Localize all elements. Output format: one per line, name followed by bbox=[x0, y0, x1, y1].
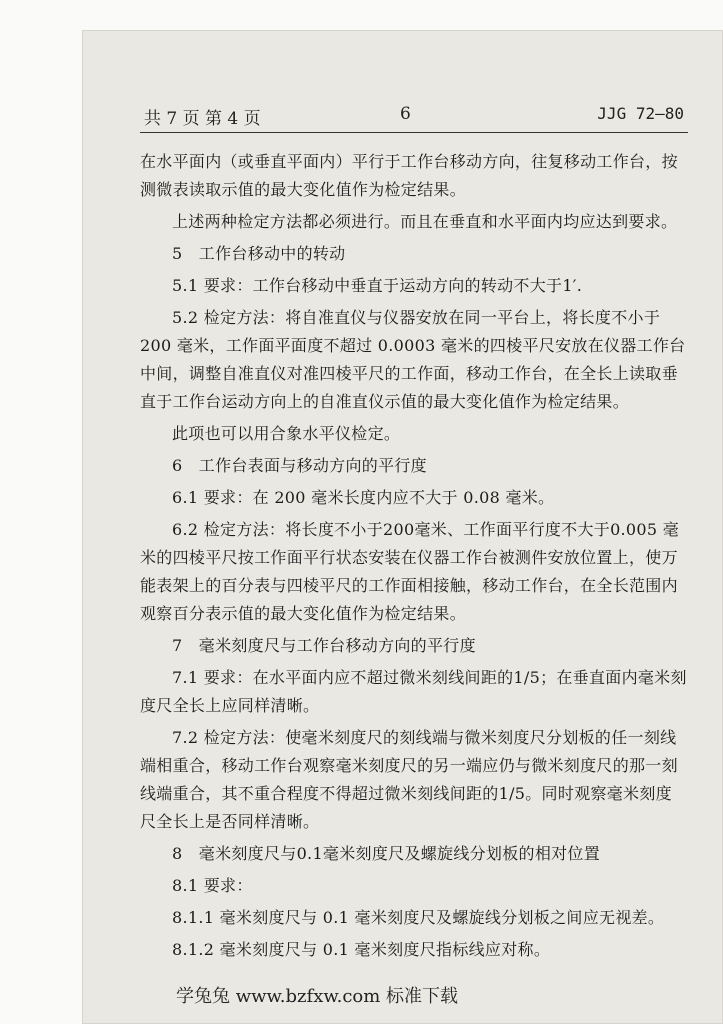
page-header bbox=[140, 100, 688, 133]
clause-5-1: 5.1 要求：工作台移动中垂直于运动方向的转动不大于1′. bbox=[172, 276, 583, 295]
clause-7-2: 7.2 检定方法：使毫米刻度尺的刻线端与微米刻度尺分划板的任一刻线端相重合，移动工作台观察毫米刻度尺的另一端应仍与微米刻度尺的那一刻线端重合，其不重合程度不得超过微米刻线间距的1/5。同时观察毫米刻度尺全长上是否同样清晰。 bbox=[140, 728, 678, 831]
document-body bbox=[140, 148, 688, 968]
section-heading-5: 5 工作台移动中的转动 bbox=[172, 244, 346, 263]
clause-5-2: 5.2 检定方法：将自准直仪与仪器安放在同一平台上，将长度不小于 200 毫米，工作面平面度不超过 0.0003 毫米的四棱平尺安放在仪器工作台中间，调整自准直仪对准四棱平尺的工作面，移动工作台，在全长上读取垂直于工作台运动方向上的自准直仪示值的最大变化值作为检定结果。 bbox=[140, 308, 686, 411]
clause-8-1-1: 8.1.1 毫米刻度尺与 0.1 毫米刻度尺及螺旋线分划板之间应无视差。 bbox=[172, 908, 665, 927]
paragraph: 在水平面内（或垂直平面内）平行于工作台移动方向，往复移动工作台，按测微表读取示值的最大变化值作为检定结果。 bbox=[140, 152, 678, 199]
clause-8-1: 8.1 要求： bbox=[172, 876, 253, 895]
page-count: 共 7 页 第 4 页 bbox=[144, 109, 261, 129]
clause-8-1-2: 8.1.2 毫米刻度尺与 0.1 毫米刻度尺指标线应对称。 bbox=[172, 940, 551, 959]
section-heading-8: 8 毫米刻度尺与0.1毫米刻度尺及螺旋线分划板的相对位置 bbox=[172, 844, 601, 863]
standard-code: JJG 72—80 bbox=[597, 104, 684, 123]
page-number: 6 bbox=[400, 104, 411, 124]
section-heading-6: 6 工作台表面与移动方向的平行度 bbox=[172, 456, 427, 475]
note-paragraph: 此项也可以用合象水平仪检定。 bbox=[172, 424, 401, 443]
site-watermark: 学兔兔 www.bzfxw.com 标准下载 bbox=[176, 986, 459, 1007]
paragraph: 上述两种检定方法都必须进行。而且在垂直和水平面内均应达到要求。 bbox=[172, 212, 678, 231]
clause-6-1: 6.1 要求：在 200 毫米长度内应不大于 0.08 毫米。 bbox=[172, 488, 555, 507]
clause-7-1: 7.1 要求：在水平面内应不超过微米刻线间距的1/5；在垂直面内毫米刻度尺全长上应同样清晰。 bbox=[140, 668, 687, 715]
section-heading-7: 7 毫米刻度尺与工作台移动方向的平行度 bbox=[172, 636, 476, 655]
clause-6-2: 6.2 检定方法：将长度不小于200毫米、工作面平行度不大于0.005 毫米的四棱平尺按工作面平行状态安装在仪器工作台被测件安放位置上，使万能表架上的百分表与四棱平尺的工作面相接触，移动工作台，在全长范围内观察百分表示值的最大变化值作为检定结果。 bbox=[140, 520, 680, 623]
